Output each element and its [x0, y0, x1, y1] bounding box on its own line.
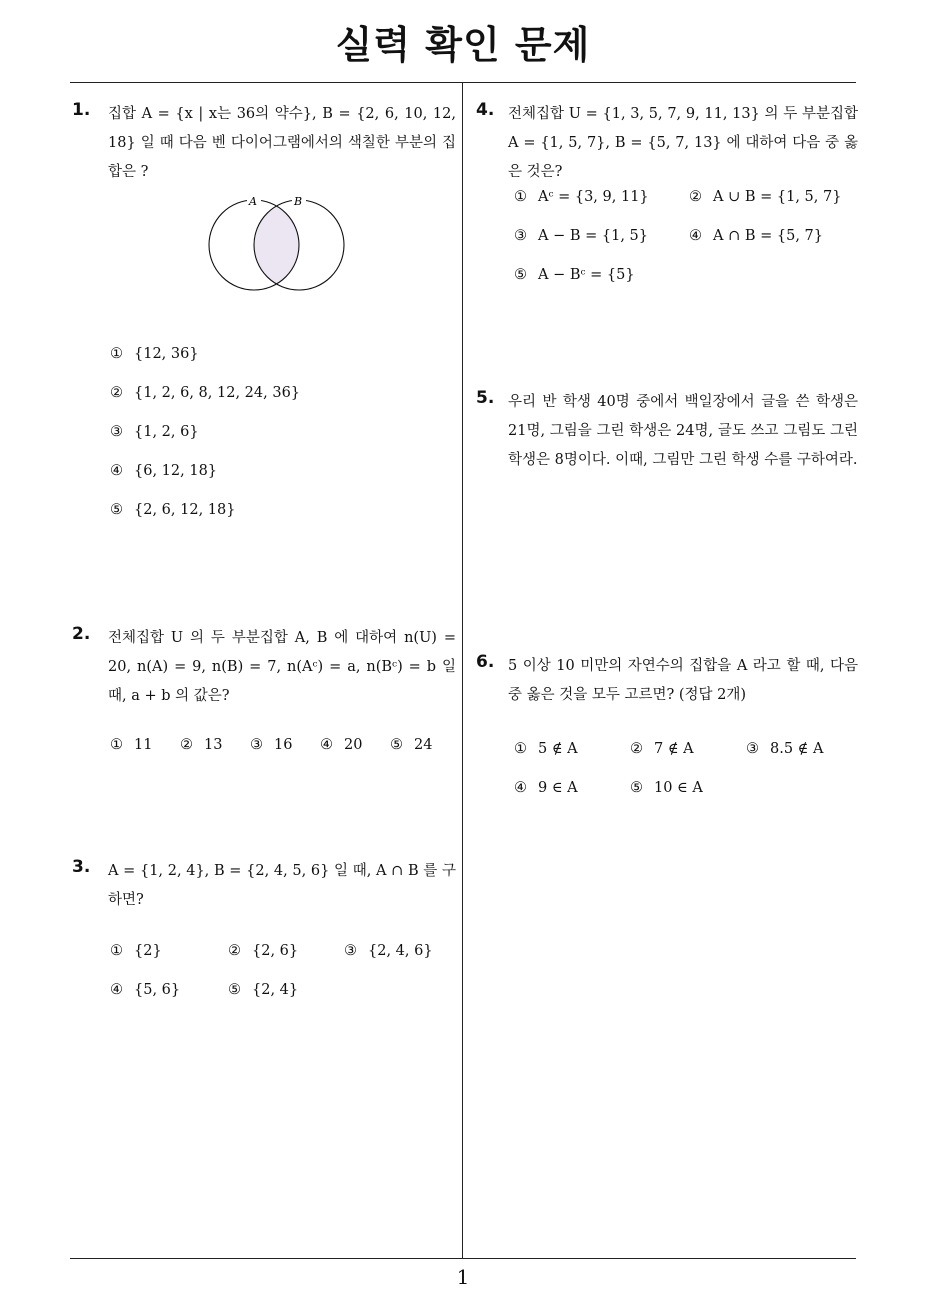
choice-mark: ⑤	[228, 982, 241, 998]
choice-mark: ⑤	[514, 267, 527, 283]
venn-label-b: B	[294, 195, 303, 208]
choice-mark: ⑤	[110, 502, 123, 518]
choice-3[interactable]	[250, 737, 292, 753]
choice-text: 9 ∈ A	[538, 780, 578, 796]
choice-mark: ②	[180, 737, 193, 753]
choice-text: 24	[414, 737, 433, 753]
choice-mark: ②	[689, 189, 702, 205]
choice-text: {2}	[134, 943, 162, 959]
choice-5[interactable]	[228, 982, 298, 998]
choice-text: {1, 2, 6}	[134, 424, 199, 440]
choice-text: 11	[134, 737, 153, 753]
question-text: A = {1, 2, 4}, B = {2, 4, 5, 6} 일 때, A ∩ B 를 구하면?	[108, 863, 456, 908]
page-title: 실력 확인 문제	[335, 23, 591, 67]
choice-2[interactable]	[228, 943, 298, 959]
choice-mark: ④	[110, 463, 123, 479]
choice-mark: ①	[110, 346, 123, 362]
choice-mark: ④	[689, 228, 702, 244]
question-number: 6.	[476, 652, 495, 672]
choice-mark: ⑤	[390, 737, 403, 753]
choice-text: {6, 12, 18}	[134, 463, 218, 479]
choice-text: 20	[344, 737, 363, 753]
choice-text: 16	[274, 737, 293, 753]
choice-3[interactable]	[514, 228, 648, 244]
choice-mark: ⑤	[630, 780, 643, 796]
question-text: 우리 반 학생 40명 중에서 백일장에서 글을 쓴 학생은 21명, 그림을 그린 학생은 24명, 글도 쓰고 그림도 그린 학생은 8명이다. 이때, 그림만 그린 학생 수를 구하여라.	[508, 394, 858, 468]
choice-text: {2, 4, 6}	[368, 943, 433, 959]
choice-4[interactable]	[110, 982, 180, 998]
choice-1[interactable]	[110, 737, 152, 753]
choice-mark: ④	[110, 982, 123, 998]
choice-text: 10 ∈ A	[654, 780, 703, 796]
choice-text: Aᶜ = {3, 9, 11}	[538, 189, 649, 205]
choice-text: {5, 6}	[134, 982, 181, 998]
choice-text: 7 ∉ A	[654, 741, 694, 757]
choice-text: A − B = {1, 5}	[538, 228, 648, 244]
choice-text: {12, 36}	[134, 346, 199, 362]
choice-text: A − Bᶜ = {5}	[538, 267, 635, 283]
question-text: 전체집합 U = {1, 3, 5, 7, 9, 11, 13} 의 두 부분집합 A = {1, 5, 7}, B = {5, 7, 13} 에 대하여 다음 중 옳은 것은?	[508, 106, 858, 180]
venn-diagram	[206, 190, 366, 300]
choice-3[interactable]	[344, 943, 433, 959]
choice-3[interactable]	[746, 741, 823, 757]
choice-mark: ①	[514, 741, 527, 757]
choice-mark: ③	[110, 424, 123, 440]
choice-mark: ④	[514, 780, 527, 796]
choice-mark: ①	[514, 189, 527, 205]
choice-text: A ∩ B = {5, 7}	[713, 228, 823, 244]
choice-5[interactable]	[110, 502, 235, 518]
choice-mark: ①	[110, 943, 123, 959]
choice-mark: ③	[250, 737, 263, 753]
column-divider	[462, 82, 463, 1259]
choice-mark: ③	[344, 943, 357, 959]
choice-1[interactable]	[514, 741, 578, 757]
choice-mark: ①	[110, 737, 123, 753]
question-number: 2.	[72, 624, 91, 644]
choice-text: 5 ∉ A	[538, 741, 578, 757]
choice-4[interactable]	[689, 228, 823, 244]
choice-4[interactable]	[110, 463, 217, 479]
choice-mark: ③	[514, 228, 527, 244]
question-text: 5 이상 10 미만의 자연수의 집합을 A 라고 할 때, 다음 중 옳은 것을 모두 고르면? (정답 2개)	[508, 658, 858, 703]
choice-text: A ∪ B = {1, 5, 7}	[713, 189, 842, 205]
choice-mark: ②	[228, 943, 241, 959]
choice-2[interactable]	[689, 189, 841, 205]
choice-5[interactable]	[514, 267, 635, 283]
choice-text: {2, 6, 12, 18}	[134, 502, 236, 518]
choice-2[interactable]	[180, 737, 222, 753]
choice-text: {2, 6}	[252, 943, 299, 959]
choice-mark: ②	[630, 741, 643, 757]
choice-2[interactable]	[110, 385, 300, 401]
choice-4[interactable]	[320, 737, 362, 753]
venn-label-a: A	[249, 195, 257, 208]
choice-mark: ②	[110, 385, 123, 401]
bottom-rule	[70, 1258, 856, 1259]
page-number: 1	[456, 1265, 470, 1289]
choice-4[interactable]	[514, 780, 578, 796]
choice-2[interactable]	[630, 741, 694, 757]
choice-text: {2, 4}	[252, 982, 299, 998]
question-text: 집합 A = {x | x는 36의 약수}, B = {2, 6, 10, 12, 18} 일 때 다음 벤 다이어그램에서의 색칠한 부분의 집합은 ?	[108, 106, 456, 180]
question-text: 전체집합 U 의 두 부분집합 A, B 에 대하여 n(U) = 20, n(A) = 9, n(B) = 7, n(Aᶜ) = a, n(Bᶜ) = b 일 때, a + b 의 값은?	[108, 630, 456, 704]
choice-3[interactable]	[110, 424, 199, 440]
question-number: 1.	[72, 100, 91, 120]
choice-text: {1, 2, 6, 8, 12, 24, 36}	[134, 385, 301, 401]
choice-text: 8.5 ∉ A	[770, 741, 824, 757]
choice-1[interactable]	[110, 943, 162, 959]
top-rule	[70, 82, 856, 83]
choice-5[interactable]	[390, 737, 432, 753]
choice-1[interactable]	[110, 346, 199, 362]
choice-1[interactable]	[514, 189, 649, 205]
choice-text: 13	[204, 737, 223, 753]
question-number: 4.	[476, 100, 495, 120]
choice-mark: ③	[746, 741, 759, 757]
question-number: 3.	[72, 857, 91, 877]
choice-5[interactable]	[630, 780, 703, 796]
choice-mark: ④	[320, 737, 333, 753]
question-number: 5.	[476, 388, 495, 408]
